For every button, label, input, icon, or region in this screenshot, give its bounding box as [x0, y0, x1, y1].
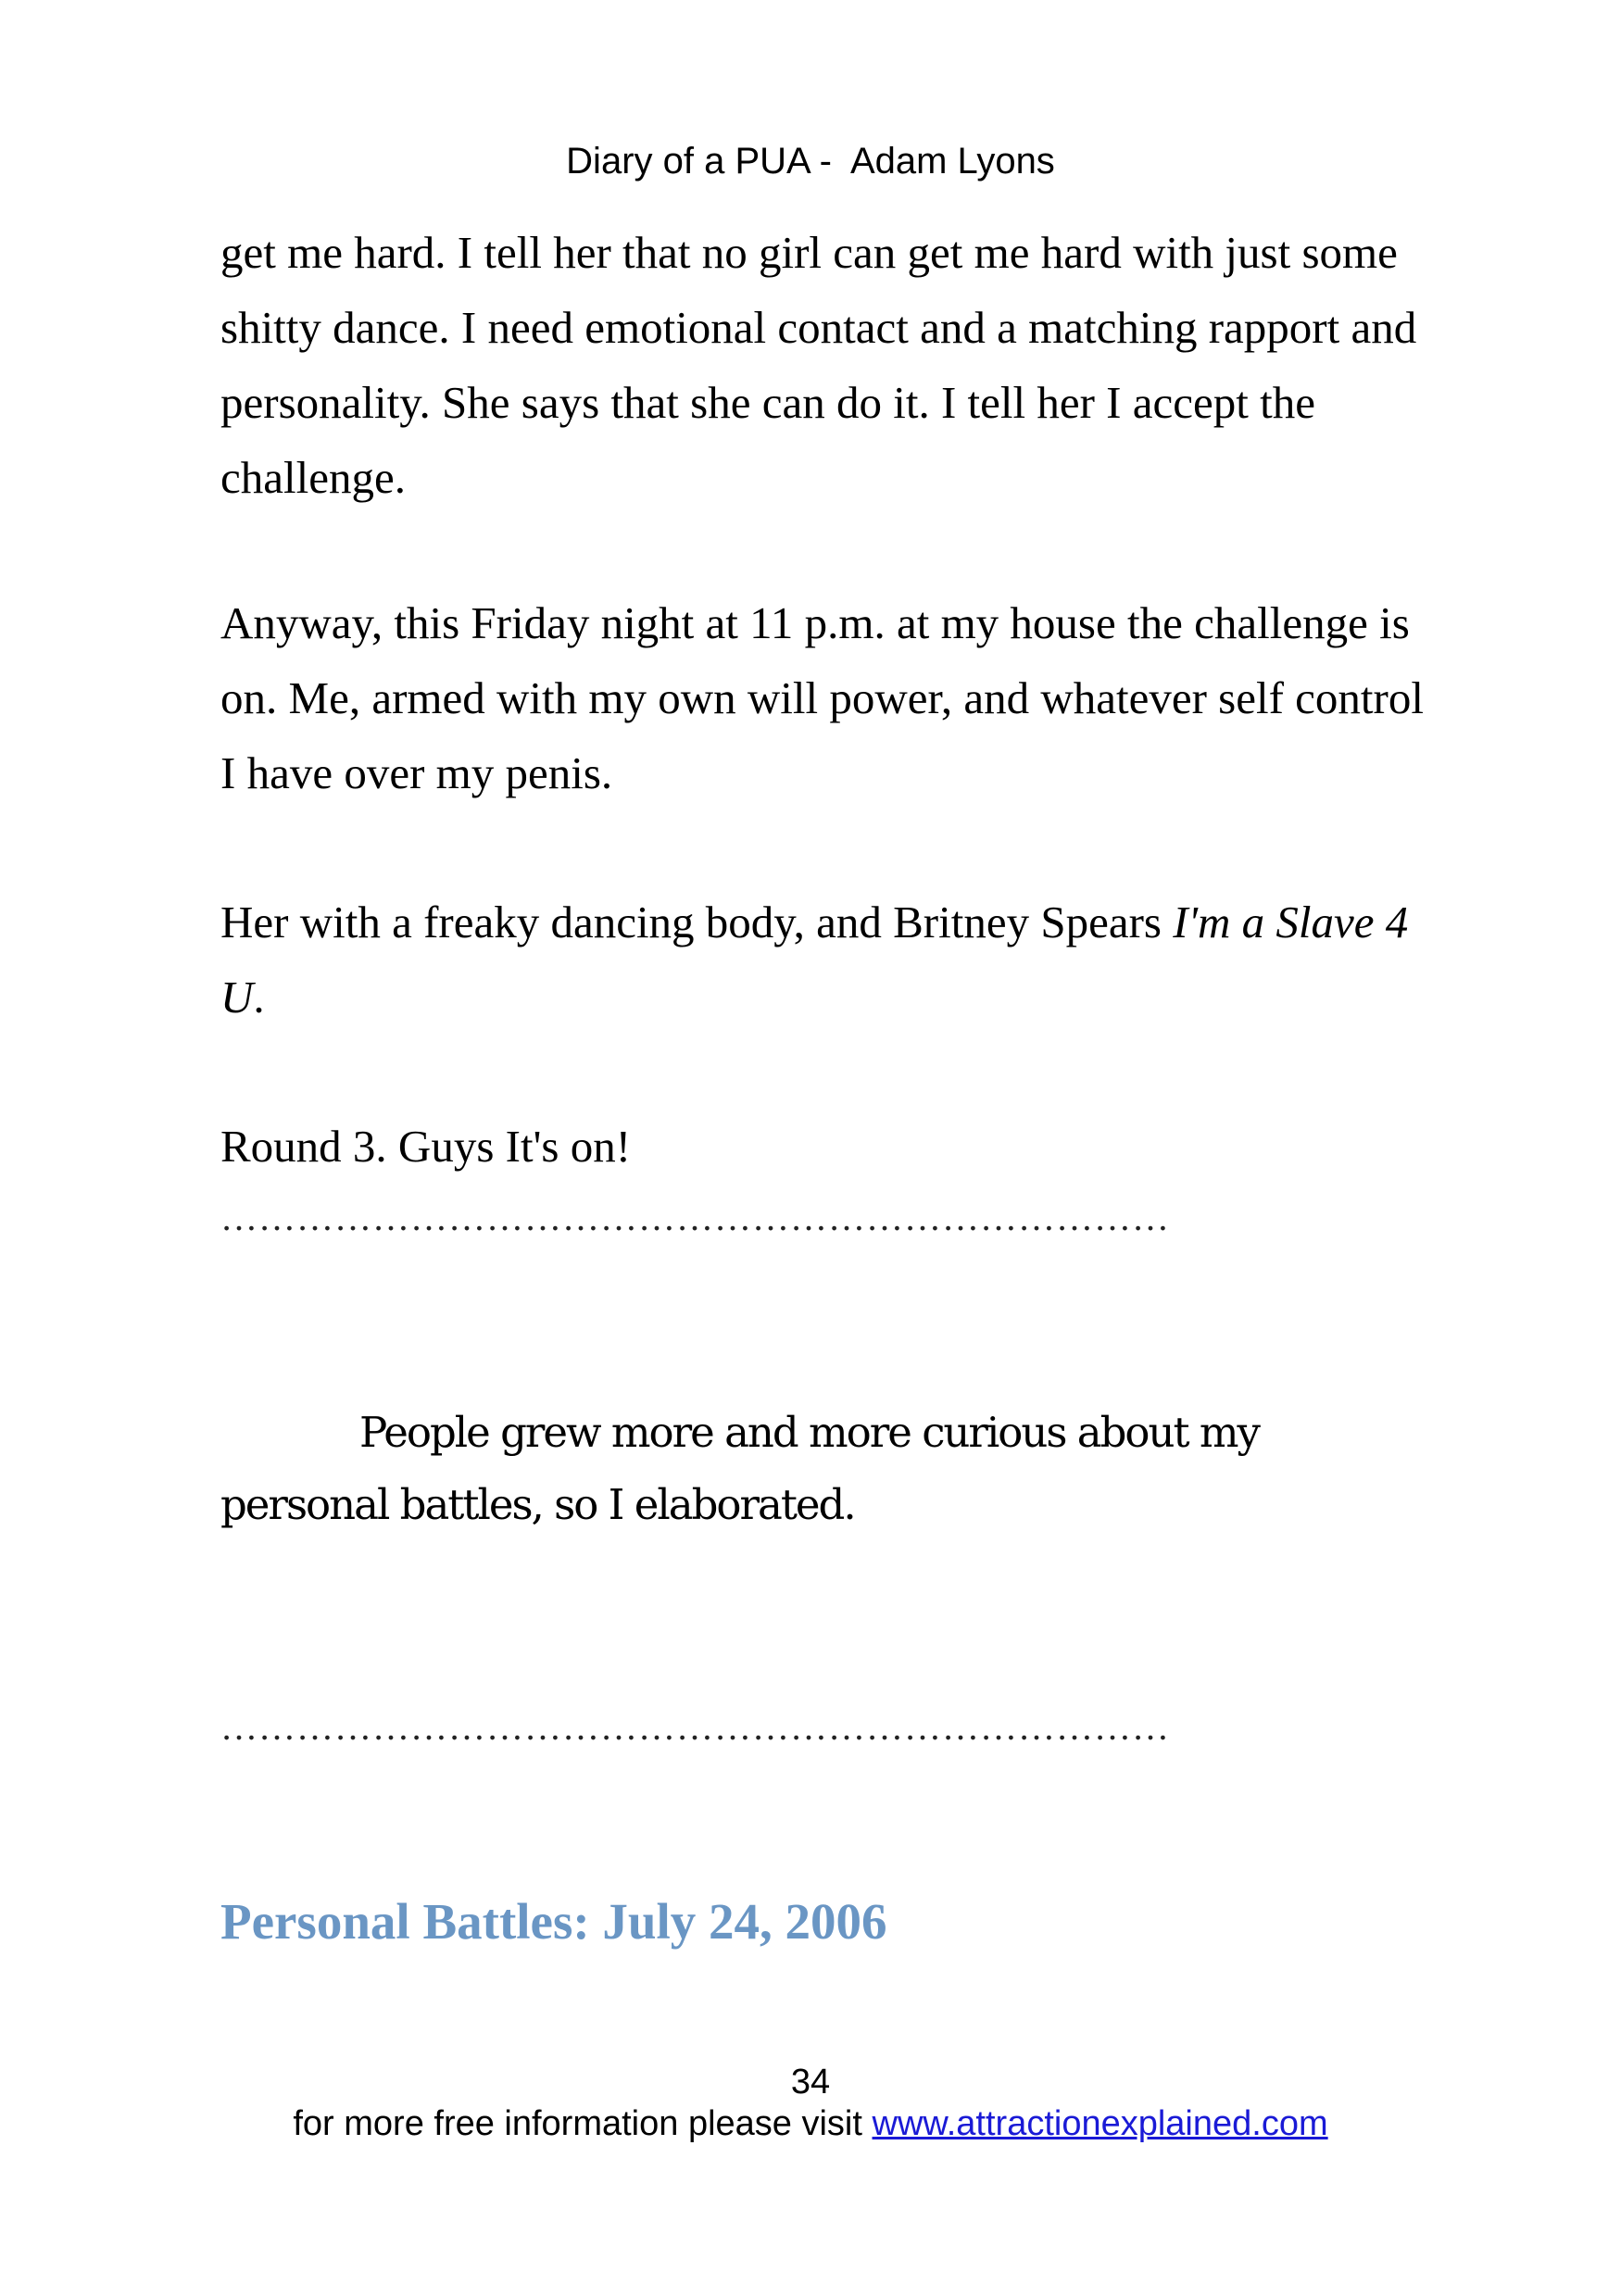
paragraph-2: Anyway, this Friday night at 11 p.m. at my house the challenge is on. Me, armed with my own will power, and whatever self control I have over my penis. [220, 597, 1424, 798]
paragraph-4: Round 3. Guys It's on! [220, 1121, 632, 1172]
running-header: Diary of a PUA - Adam Lyons [566, 141, 1055, 182]
section-heading: Personal Battles: July 24, 2006 [220, 1893, 887, 1950]
page-number: 34 [790, 2063, 831, 2102]
paragraph-3-end: . [253, 972, 265, 1023]
footer-text: for more free information please visit [293, 2104, 873, 2143]
paragraph-3-text: Her with a freaky dancing body, and Britney Spears [220, 897, 1174, 947]
paragraph-1: get me hard. I tell her that no girl can get me hard with just some shitty dance. I need emotional contact and a matching rapport and personality. She says that she can do it. I tell her I accept the challenge. [220, 227, 1417, 503]
paragraph-3 [220, 885, 1425, 1035]
dotted-separator: ………………………………………………………………… [220, 1709, 1170, 1746]
dotted-separator: ………………………………………………………………… [220, 1199, 1170, 1236]
website-link[interactable]: www.attractionexplained.com [872, 2104, 1328, 2143]
song-title: I'm a Slave 4 U [220, 897, 1409, 1023]
footer [0, 2102, 1621, 2145]
narration-paragraph: People grew more and more curious about my personal battles, so I elaborated. [220, 1408, 1259, 1529]
